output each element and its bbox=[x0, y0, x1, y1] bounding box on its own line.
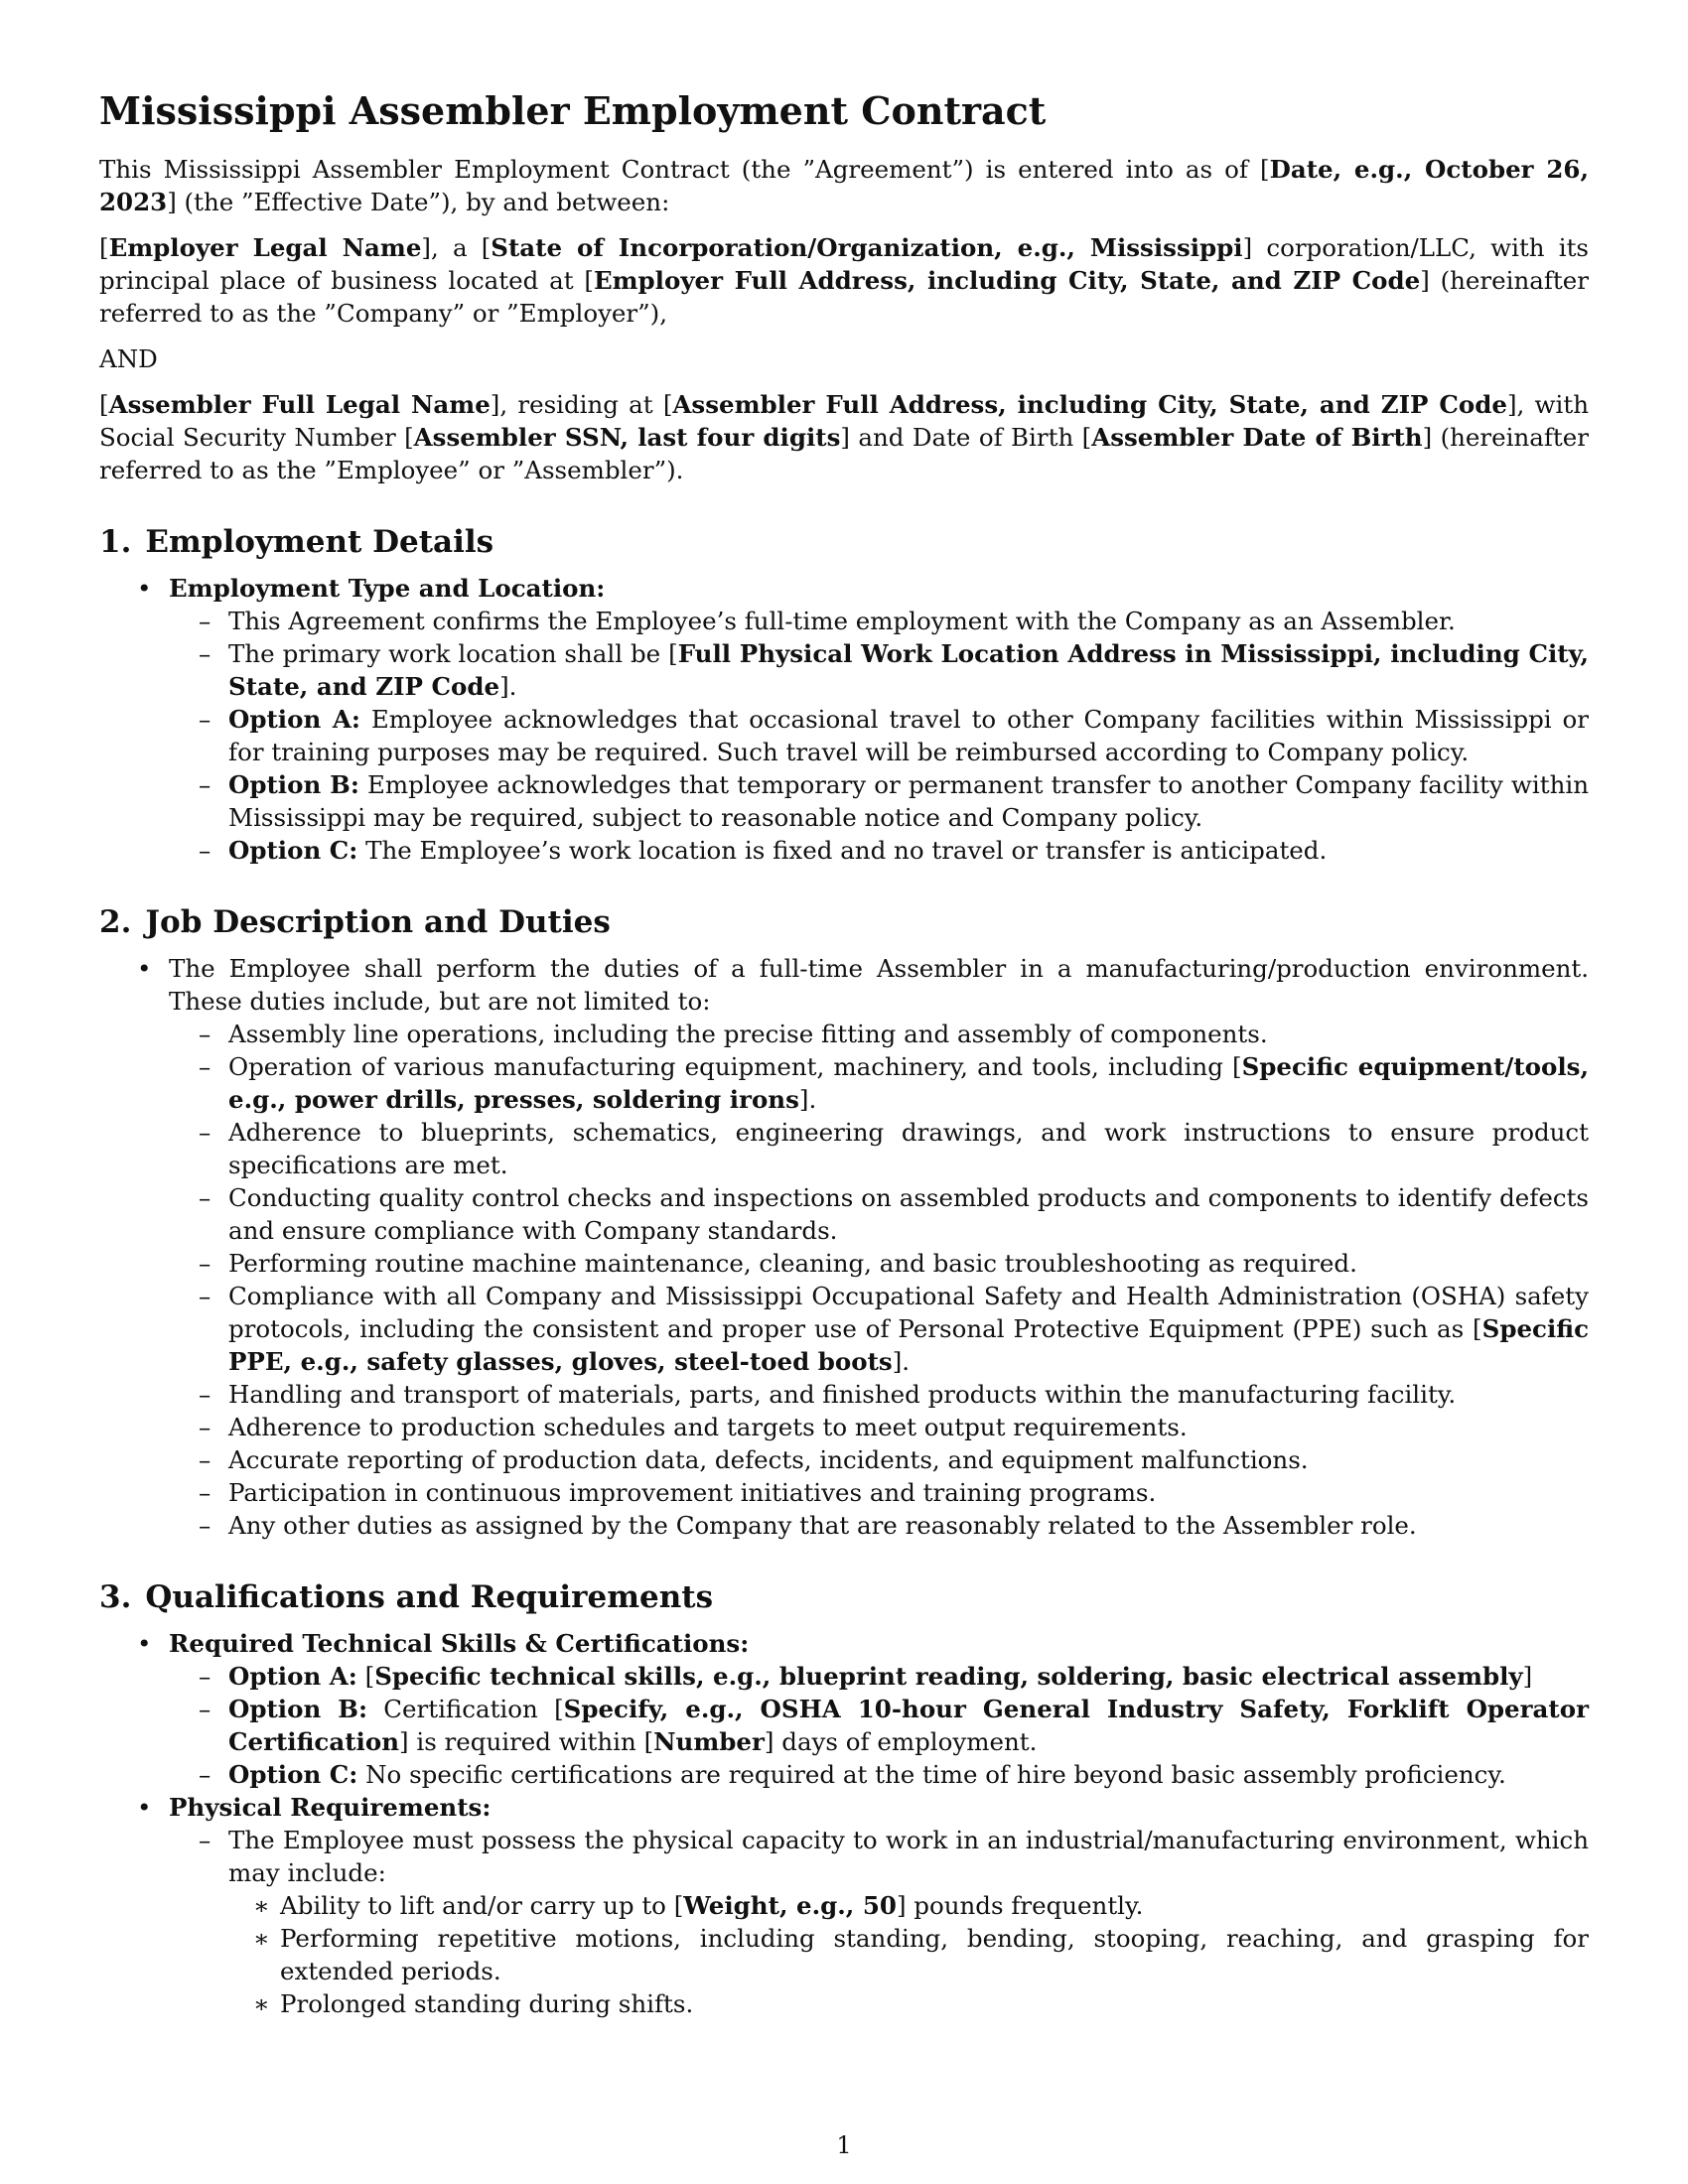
section-3-heading: 3. Qualifications and Requirements bbox=[99, 1579, 714, 1615]
list-item: – Participation in continuous improvement initiatives and training programs. bbox=[169, 1476, 1589, 1509]
intro-paragraph-1: This Mississippi Assembler Employment Contract (the ”Agreement”) is entered into as of [Date, e.g., October 26, 2023] (the ”Effective Date”), by and between: bbox=[99, 155, 1589, 216]
list-item: – Option B: Certification [Specify, e.g., OSHA 10-hour General Industry Safety, Forklift Operator Certification] is required within [Number] days of employment. bbox=[169, 1693, 1589, 1758]
section-2-heading: 2. Job Description and Duties bbox=[99, 904, 611, 940]
list-item: – Handling and transport of materials, parts, and finished products within the manufacturing facility. bbox=[169, 1378, 1589, 1411]
document-page bbox=[99, 87, 1589, 2020]
list-item: ∗ Prolonged standing during shifts. bbox=[228, 1987, 1589, 2020]
list-item: • Physical Requirements: – The Employee must possess the physical capacity to work in an industrial/manufacturing environment, which may include: ∗ Ability to lift and/or carry up to [Weight, e.g., 50] pounds frequently. ∗ Performing repetitive motions, including standing, bending, stooping, reaching, and grasping for extended periods. ∗ Prolonged standing during shifts. bbox=[99, 1791, 1589, 2020]
list-item: – Option A: [Specific technical skills, e.g., blueprint reading, soldering, basic electrical assembly] bbox=[169, 1660, 1589, 1693]
list-item: – Option C: The Employee’s work location is fixed and no travel or transfer is anticipated. bbox=[169, 834, 1589, 867]
list-item: – The Employee must possess the physical capacity to work in an industrial/manufacturing environment, which may include: ∗ Ability to lift and/or carry up to [Weight, e.g., 50] pounds frequently. ∗ Performing repetitive motions, including standing, bending, stooping, reaching, and grasping for extended periods. ∗ Prolonged standing during shifts. bbox=[169, 1824, 1589, 2020]
section-1-heading: 1. Employment Details bbox=[99, 524, 494, 560]
list-item: – Adherence to production schedules and targets to meet output requirements. bbox=[169, 1411, 1589, 1443]
list-item: – Option B: Employee acknowledges that temporary or permanent transfer to another Company facility within Mississippi may be required, subject to reasonable notice and Company policy. bbox=[169, 768, 1589, 834]
list-item: – Accurate reporting of production data, defects, incidents, and equipment malfunctions. bbox=[169, 1443, 1589, 1476]
page-title: Mississippi Assembler Employment Contract bbox=[99, 88, 1047, 133]
list-item: – Compliance with all Company and Mississippi Occupational Safety and Health Administration (OSHA) safety protocols, including the consistent and proper use of Personal Protective Equipment (PPE) such as [Specific PPE, e.g., safety glasses, gloves, steel-toed boots]. bbox=[169, 1280, 1589, 1378]
list-item: – Any other duties as assigned by the Company that are reasonably related to the Assembler role. bbox=[169, 1509, 1589, 1542]
list-item: – Conducting quality control checks and inspections on assembled products and components to identify defects and ensure compliance with Company standards. bbox=[169, 1181, 1589, 1247]
section-2-list bbox=[99, 952, 1589, 1542]
list-item: – Adherence to blueprints, schematics, engineering drawings, and work instructions to ensure product specifications are met. bbox=[169, 1116, 1589, 1181]
list-item: – Operation of various manufacturing equipment, machinery, and tools, including [Specific equipment/tools, e.g., power drills, presses, soldering irons]. bbox=[169, 1050, 1589, 1116]
intro-paragraph-employer: [Employer Legal Name], a [State of Incorporation/Organization, e.g., Mississippi] corporation/LLC, with its principal place of business located at [Employer Full Address, including City, State, and ZIP Code] (hereinafter referred to as the ”Company” or ”Employer”), bbox=[99, 233, 1589, 328]
page-number: 1 bbox=[836, 2131, 852, 2159]
list-item: – The primary work location shall be [Full Physical Work Location Address in Mississippi, including City, State, and ZIP Code]. bbox=[169, 637, 1589, 703]
list-item: – Option C: No specific certifications are required at the time of hire beyond basic assembly proficiency. bbox=[169, 1758, 1589, 1791]
list-item: • Required Technical Skills & Certifications: – Option A: [Specific technical skills, e.g., blueprint reading, soldering, basic electrical assembly] – Option B: Certification [Specify, e.g., OSHA 10-hour General Industry Safety, Forklift Operator Certification] is required within [Number] days of employment. – Option C: No specific certifications are required at the time of hire beyond basic assembly proficiency. bbox=[99, 1627, 1589, 1791]
section-3-list bbox=[99, 1627, 1589, 2020]
list-item: – This Agreement confirms the Employee’s full-time employment with the Company as an Assembler. bbox=[169, 605, 1589, 637]
section-1-list bbox=[99, 572, 1589, 867]
intro-and: AND bbox=[99, 344, 158, 373]
list-item: • Employment Type and Location: – This Agreement confirms the Employee’s full-time employment with the Company as an Assembler. – The primary work location shall be [Full Physical Work Location Address in Mississippi, including City, State, and ZIP Code]. – Option A: Employee acknowledges that occasional travel to other Company facilities within Mississippi or for training purposes may be required. Such travel will be reimbursed according to Company policy. – Option B: Employee acknowledges that temporary or permanent transfer to another Company facility within Mississippi may be required, subject to reasonable notice and Company policy. – Option C: The Employee’s work location is fixed and no travel or transfer is anticipated. bbox=[99, 572, 1589, 867]
list-item: – Assembly line operations, including the precise fitting and assembly of components. bbox=[169, 1018, 1589, 1050]
list-item: – Performing routine machine maintenance, cleaning, and basic troubleshooting as required. bbox=[169, 1247, 1589, 1280]
list-item: ∗ Ability to lift and/or carry up to [Weight, e.g., 50] pounds frequently. bbox=[228, 1889, 1589, 1922]
intro-paragraph-employee: [Assembler Full Legal Name], residing at [Assembler Full Address, including City, State, and ZIP Code], with Social Security Number [Assembler SSN, last four digits] and Date of Birth [Assembler Date of Birth] (hereinafter referred to as the ”Employee” or ”Assembler”). bbox=[99, 390, 1589, 484]
list-item: – Option A: Employee acknowledges that occasional travel to other Company facilities within Mississippi or for training purposes may be required. Such travel will be reimbursed according to Company policy. bbox=[169, 703, 1589, 768]
list-item: ∗ Performing repetitive motions, including standing, bending, stooping, reaching, and grasping for extended periods. bbox=[228, 1922, 1589, 1987]
list-item: • The Employee shall perform the duties of a full-time Assembler in a manufacturing/production environment. These duties include, but are not limited to: – Assembly line operations, including the precise fitting and assembly of components. – Operation of various manufacturing equipment, machinery, and tools, including [Specific equipment/tools, e.g., power drills, presses, soldering irons]. – Adherence to blueprints, schematics, engineering drawings, and work instructions to ensure product specifications are met. – Conducting quality control checks and inspections on assembled products and components to identify defects and ensure compliance with Company standards. – Performing routine machine maintenance, cleaning, and basic troubleshooting as required. – Compliance with all Company and Mississippi Occupational Safety and Health Administration (OSHA) safety protocols, including the consistent and proper use of Personal Protective Equipment (PPE) such as [Specific PPE, e.g., safety glasses, gloves, steel-toed boots]. – Handling and transport of materials, parts, and finished products within the manufacturing facility. – Adherence to production schedules and targets to meet output requirements. – Accurate reporting of production data, defects, incidents, and equipment malfunctions. – Participation in continuous improvement initiatives and training programs. – Any other duties as assigned by the Company that are reasonably related to the Assembler role. bbox=[99, 952, 1589, 1542]
